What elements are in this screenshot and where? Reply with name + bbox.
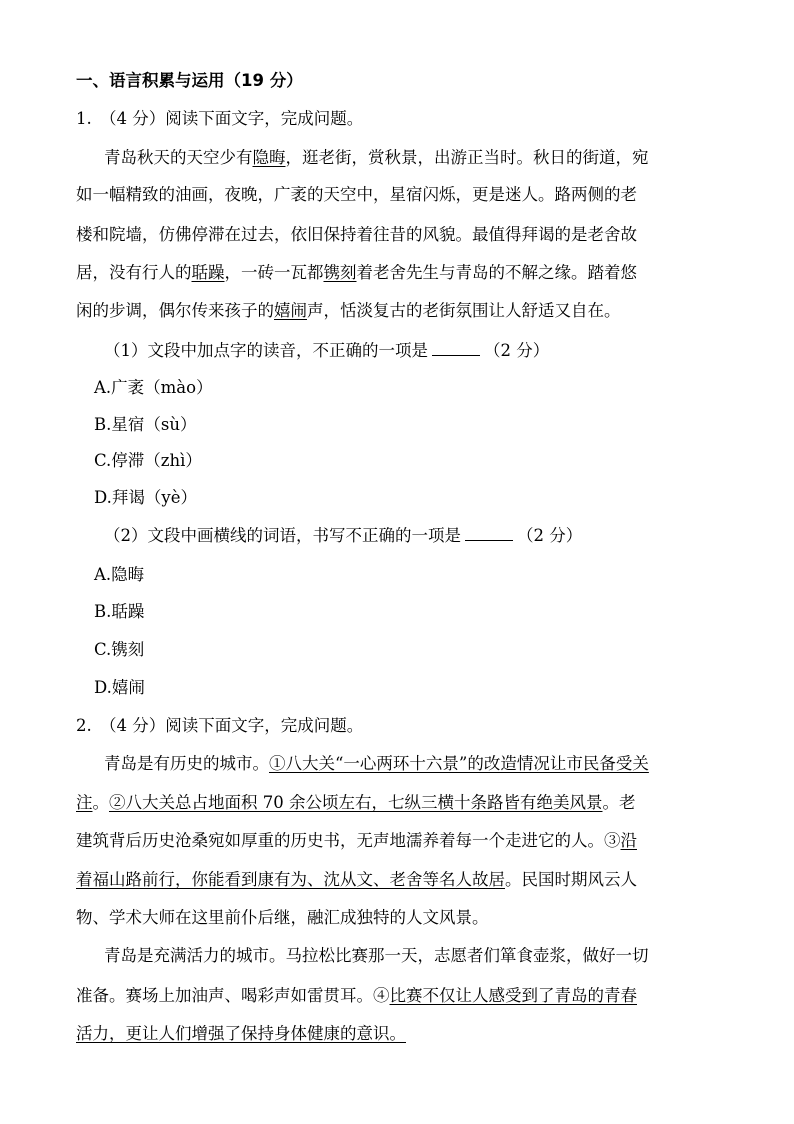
underlined-word: 聒躁 (191, 263, 225, 282)
underlined-sentence: 注 (76, 793, 93, 812)
text-run: 声，恬淡复古的老街氛围让人舒适又自在。 (307, 301, 621, 320)
underlined-sentence: ②八大关总占地面积 70 余公顷左右，七纵三横十条路皆有绝美风景 (109, 793, 603, 812)
text-run: （2 分） (517, 526, 583, 545)
text-run: 闲的步调，偶尔传来孩子的 (76, 301, 274, 320)
q1-sub2-option-b: B.聒躁 (94, 602, 145, 621)
underlined-sentence: 比赛不仅让人感受到了青岛的青春 (389, 986, 637, 1005)
text-run: 着老舍先生与青岛的不解之缘。踏着悠 (356, 263, 637, 282)
q1-sub1-option-c: C.停滞（zhì） (94, 451, 202, 470)
q1-sub1-option-a: A.广袤（mào） (94, 378, 213, 397)
text-run: （1）文段中加点字的读音，不正确的一项是 (104, 341, 428, 360)
answer-blank[interactable] (432, 341, 480, 356)
underlined-word: 隐晦 (252, 148, 286, 167)
q1-sub2-prompt (104, 525, 582, 547)
text-run: 居，没有行人的 (76, 263, 192, 282)
q2-paragraph1-line-1 (104, 753, 649, 775)
text-run: 青岛秋天的天空少有 (104, 148, 253, 167)
text-run: 建筑背后历史沧桑宛如厚重的历史书，无声地濡养着每一个走进它的人。③ (76, 831, 621, 850)
underlined-sentence: 沿 (620, 831, 637, 850)
text-run: 准备。赛场上加油声、喝彩声如雷贯耳。④ (76, 986, 390, 1005)
underlined-sentence: 活力，更让人们增强了保持身体健康的意识。 (76, 1024, 406, 1043)
text-run: ，逛老街，赏秋景，出游正当时。秋日的街道，宛 (285, 148, 649, 167)
q1-sub2-option-c: C.镌刻 (94, 640, 145, 659)
text-run: 。民国时期风云人 (505, 870, 637, 889)
underlined-sentence: 着福山路前行，你能看到康有为、沈从文、老舍等名人故居 (76, 870, 505, 889)
underlined-sentence: ①八大关“一心两环十六景”的改造情况让市民备受关 (269, 754, 649, 773)
q1-sub1-option-d: D.拜谒（yè） (94, 488, 197, 507)
text-run: （2 分） (484, 341, 550, 360)
q1-header: 1. （4 分）阅读下面文字，完成问题。 (76, 109, 364, 128)
text-run: 青岛是有历史的城市。 (104, 754, 269, 773)
q1-paragraph-line-3: 楼和院墙，仿佛停滞在过去，依旧保持着往昔的风貌。最值得拜谒的是老舍故 (76, 225, 637, 244)
q1-sub1-prompt (104, 340, 549, 362)
q2-paragraph1-line-2 (76, 792, 636, 814)
q2-paragraph1-line-4 (76, 869, 637, 891)
q1-paragraph-line-4 (76, 262, 637, 284)
q2-paragraph2-line-1: 青岛是充满活力的城市。马拉松比赛那一天，志愿者们箪食壶浆，做好一切 (104, 946, 649, 965)
text-run: ，一砖一瓦都 (224, 263, 324, 282)
q2-paragraph1-line-5: 物、学术大师在这里前仆后继，融汇成独特的人文风景。 (76, 908, 489, 927)
q1-sub2-option-d: D.嬉闹 (94, 678, 145, 697)
q2-paragraph2-line-3 (76, 1023, 406, 1045)
q1-paragraph-line-1 (104, 147, 649, 169)
q1-paragraph-line-5 (76, 300, 621, 322)
q2-paragraph2-line-2 (76, 985, 637, 1007)
underlined-word: 镌刻 (323, 263, 357, 282)
answer-blank[interactable] (465, 526, 513, 541)
text-run: 。老 (602, 793, 636, 812)
section-title: 一、语言积累与运用（19 分） (76, 71, 303, 90)
text-run: （2）文段中画横线的词语，书写不正确的一项是 (104, 526, 461, 545)
underlined-word: 嬉闹 (274, 301, 307, 320)
q1-paragraph-line-2: 如一幅精致的油画，夜晚，广袤的天空中，星宿闪烁，更是迷人。路两侧的老 (76, 185, 637, 204)
q1-sub2-option-a: A.隐晦 (94, 565, 145, 584)
text-run: 。 (92, 793, 109, 812)
q2-paragraph1-line-3 (76, 830, 637, 852)
q1-sub1-option-b: B.星宿（sù） (94, 415, 197, 434)
q2-header: 2. （4 分）阅读下面文字，完成问题。 (76, 716, 364, 735)
